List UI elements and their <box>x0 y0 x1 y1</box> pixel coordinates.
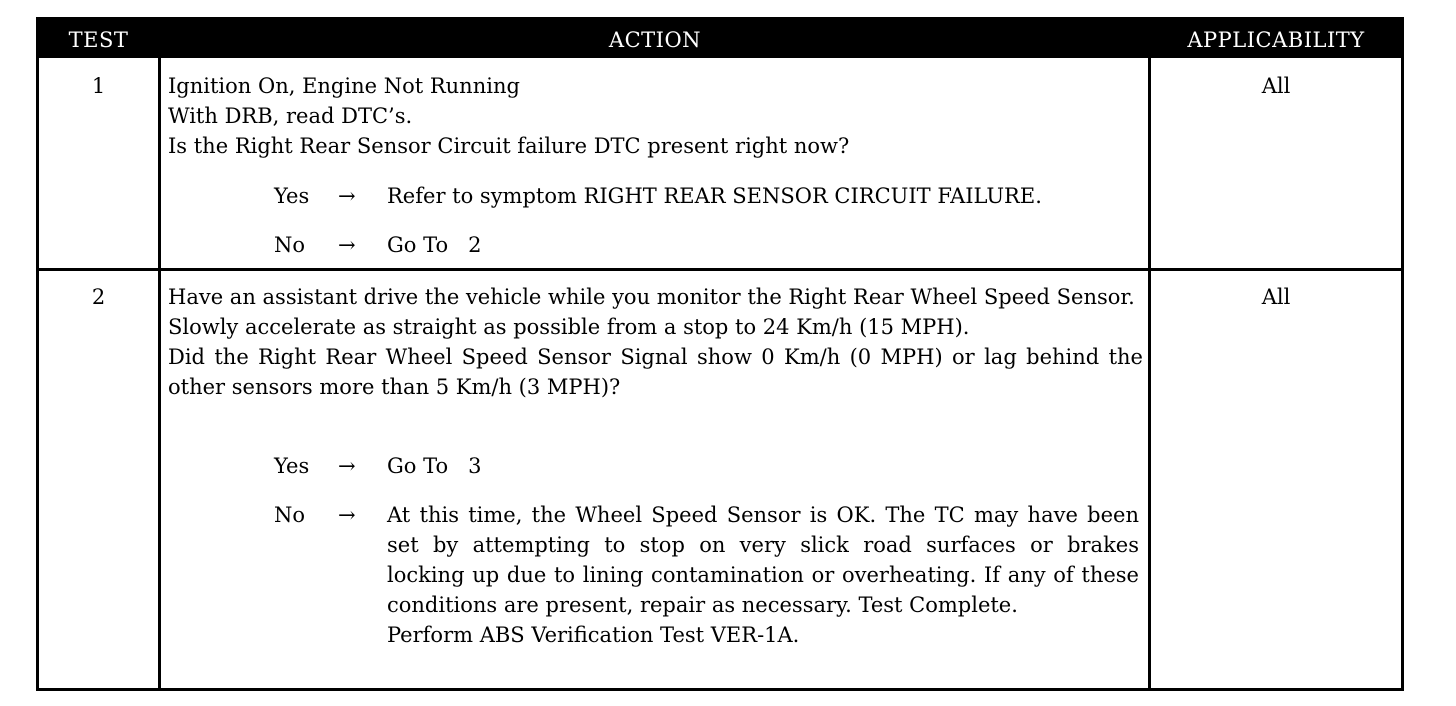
arrow-icon: → <box>338 184 356 208</box>
response-text: At this time, the Wheel Speed Sensor is OK. The TC may have been set by attempting to stop on very slick road surfaces or brakes locking up due to lining contamination or overheating. If any of these conditions are present, repair as necessary. Test Complete. <box>387 503 1139 617</box>
instruction-line: Is the Right Rear Sensor Circuit failure DTC present right now? <box>168 134 850 158</box>
test-number: 1 <box>91 74 106 98</box>
header-applicability: APPLICABILITY <box>1187 28 1365 52</box>
header-test: TEST <box>68 28 129 52</box>
instruction-line: Slowly accelerate as straight as possible from a stop to 24 Km/h (15 MPH). <box>168 315 970 339</box>
response-text: Perform ABS Verification Test VER-1A. <box>387 623 800 647</box>
response-label: No <box>274 503 306 527</box>
action-instructions <box>168 71 1143 161</box>
response-label: Yes <box>274 454 310 478</box>
action-instructions <box>168 282 1143 402</box>
instruction-line: Ignition On, Engine Not Running <box>168 74 520 98</box>
applicability-value: All <box>1261 285 1291 309</box>
header-action: ACTION <box>608 28 702 52</box>
response-text: Go To 3 <box>387 454 482 478</box>
instruction-line: With DRB, read DTC’s. <box>168 104 413 128</box>
applicability-value: All <box>1261 74 1291 98</box>
response-text-block <box>387 500 1139 650</box>
column-divider <box>158 58 161 688</box>
arrow-icon: → <box>338 503 356 527</box>
diagnostic-test-table <box>36 17 1404 691</box>
column-divider <box>1148 58 1151 688</box>
response-text: Refer to symptom RIGHT REAR SENSOR CIRCUIT FAILURE. <box>387 184 1042 208</box>
table-header <box>39 20 1401 58</box>
instruction-line: Did the Right Rear Wheel Speed Sensor Signal show 0 Km/h (0 MPH) or lag behind the other sensors more than 5 Km/h (3 MPH)? <box>168 345 1143 399</box>
response-label: No <box>274 233 306 257</box>
test-number: 2 <box>91 285 106 309</box>
arrow-icon: → <box>338 454 356 478</box>
instruction-line: Have an assistant drive the vehicle while you monitor the Right Rear Wheel Speed Sensor. <box>168 285 1135 309</box>
arrow-icon: → <box>338 233 356 257</box>
response-text: Go To 2 <box>387 233 482 257</box>
response-label: Yes <box>274 184 310 208</box>
row-divider <box>39 268 1401 271</box>
